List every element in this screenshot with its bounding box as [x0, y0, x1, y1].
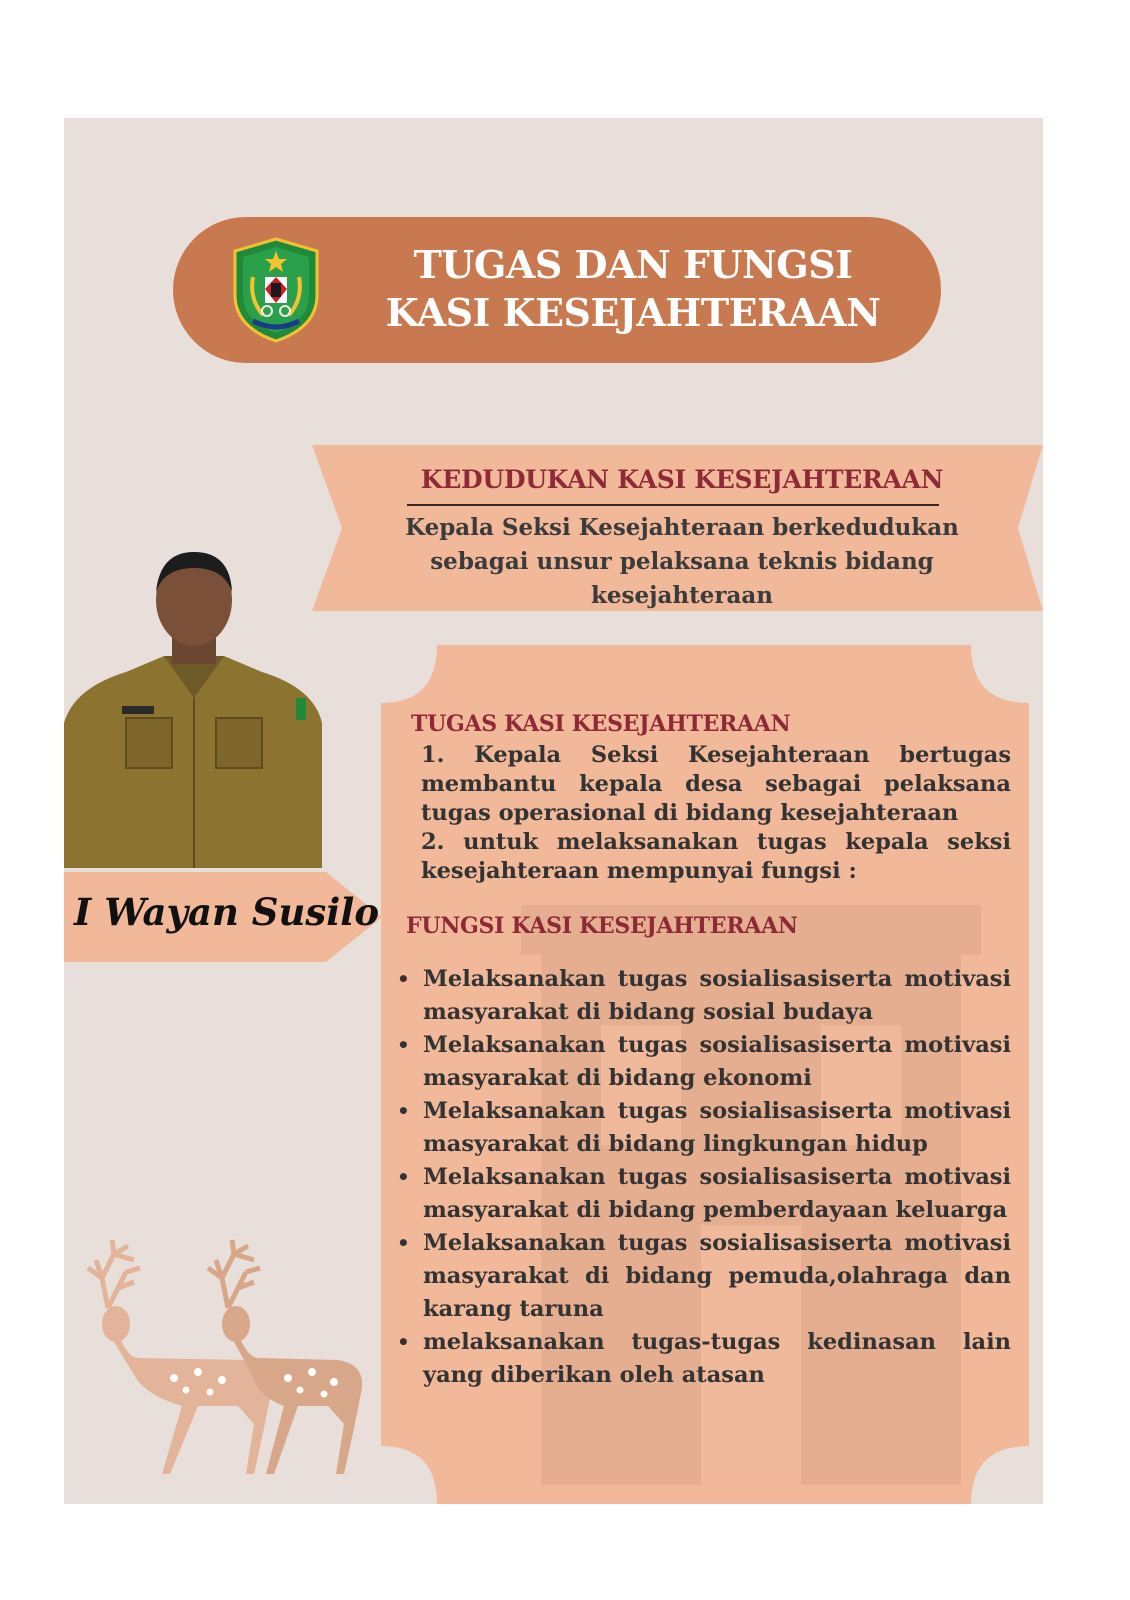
deer-illustration-icon	[78, 1238, 378, 1478]
tugas-item-2: 2. untuk melaksanakan tugas kepala seksi kesejahteraan mempunyai fungsi :	[421, 829, 1011, 884]
poster	[64, 118, 1043, 1504]
fungsi-item-text: Melaksanakan tugas sosialisasiserta motivasi masyarakat di bidang sosial budaya	[423, 966, 1011, 1025]
tugas-heading: TUGAS KASI KESEJAHTERAAN	[411, 711, 791, 737]
title-line-2: KASI KESEJAHTERAAN	[385, 290, 881, 335]
bullet-icon: •	[397, 1165, 410, 1189]
list-item	[397, 1095, 1011, 1161]
fungsi-item-text: Melaksanakan tugas sosialisasiserta motivasi masyarakat di bidang pemberdayaan keluarga	[423, 1164, 1011, 1223]
heading-underline	[407, 504, 939, 506]
bullet-icon: •	[397, 1033, 410, 1057]
kedudukan-text: Kepala Seksi Kesejahteraan berkedudukan sebagai unsur pelaksana teknis bidang kesejahteraan	[405, 514, 959, 609]
fungsi-heading: FUNGSI KASI KESEJAHTERAAN	[406, 913, 798, 939]
kedudukan-ribbon	[312, 445, 1043, 611]
fungsi-item-text: melaksanakan tugas-tugas kedinasan lain yang diberikan oleh atasan	[423, 1329, 1011, 1388]
bullet-icon: •	[397, 1099, 410, 1123]
kedudukan-heading: KEDUDUKAN KASI KESEJAHTERAAN	[420, 465, 944, 494]
fungsi-item-text: Melaksanakan tugas sosialisasiserta motivasi masyarakat di bidang pemuda,olahraga dan karang taruna	[423, 1230, 1011, 1322]
bullet-icon: •	[397, 1231, 410, 1255]
bullet-icon: •	[397, 967, 410, 991]
tugas-item-1: 1. Kepala Seksi Kesejahteraan bertugas membantu kepala desa sebagai pelaksana tugas operasional di bidang kesejahteraan	[421, 742, 1011, 826]
person-portrait	[64, 548, 324, 868]
tugas-list	[421, 741, 1011, 886]
person-name: I Wayan Susilo	[74, 890, 379, 934]
fungsi-item-text: Melaksanakan tugas sosialisasiserta motivasi masyarakat di bidang lingkungan hidup	[423, 1098, 1011, 1157]
fungsi-item-text: Melaksanakan tugas sosialisasiserta motivasi masyarakat di bidang ekonomi	[423, 1032, 1011, 1091]
content-panel	[381, 645, 1029, 1504]
list-item	[397, 1029, 1011, 1095]
list-item	[397, 1161, 1011, 1227]
government-emblem-icon	[231, 237, 321, 343]
page-title	[343, 241, 923, 337]
list-item	[397, 1326, 1011, 1392]
fungsi-list	[397, 963, 1011, 1392]
list-item	[397, 963, 1011, 1029]
title-line-1: TUGAS DAN FUNGSI	[413, 242, 853, 287]
bullet-icon: •	[397, 1330, 410, 1354]
title-banner	[173, 217, 941, 363]
list-item	[397, 1227, 1011, 1326]
